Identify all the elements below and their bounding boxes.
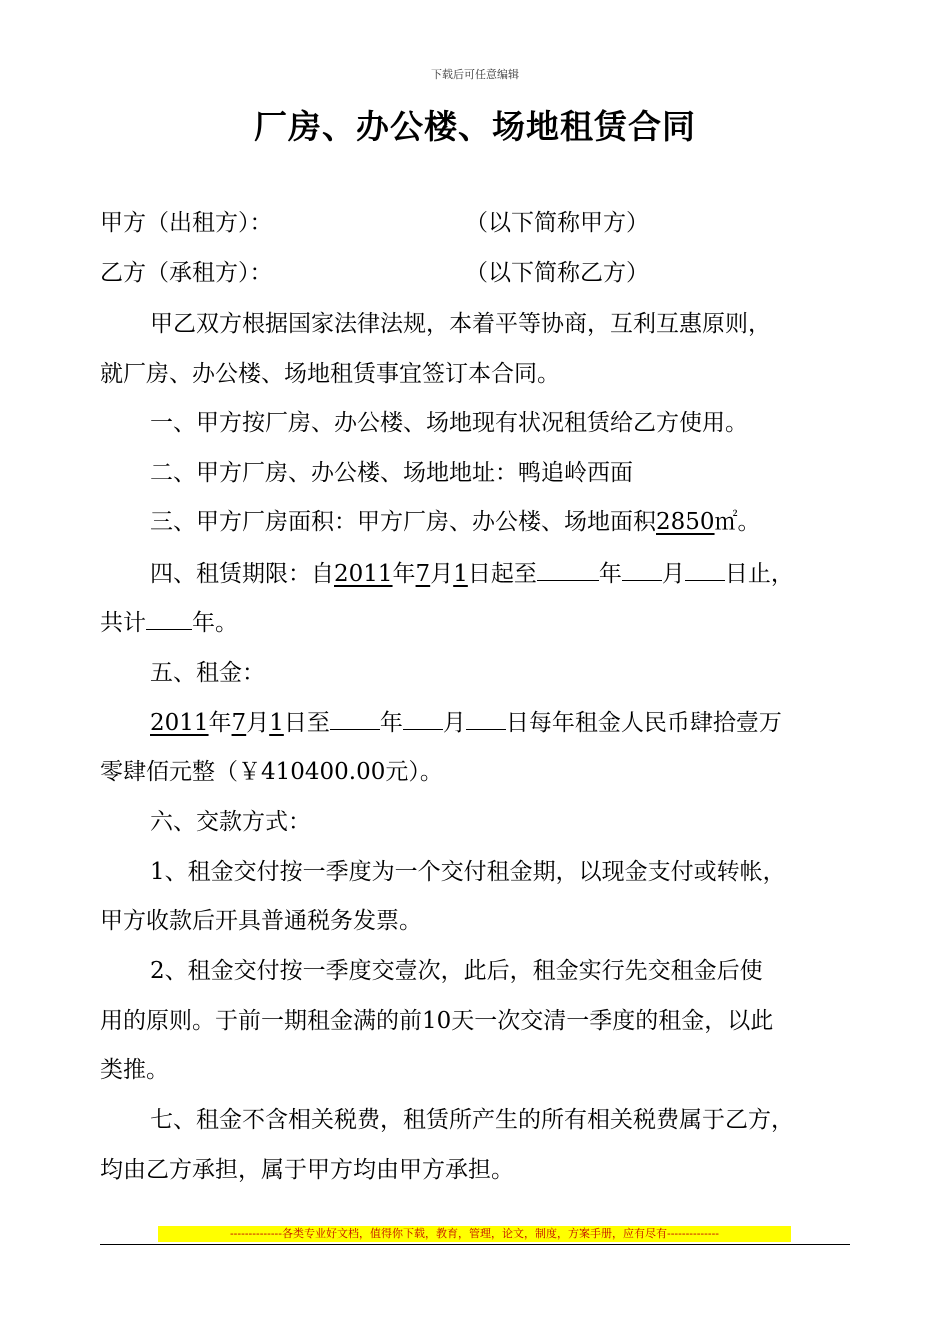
clause-5-start-year: 2011 — [150, 710, 209, 736]
clause-5-rent-text: 日每年租金人民币肆拾壹万 — [505, 710, 782, 736]
clause-5-end-year-blank — [330, 707, 380, 730]
clause-7-line-1: 七、租金不含相关税费，租赁所产生的所有相关税费属于乙方， — [150, 1107, 794, 1133]
header-note: 下载后可任意编辑 — [431, 68, 519, 81]
clause-4-end-text: 日止， — [724, 561, 794, 587]
clause-7-line-2: 均由乙方承担，属于甲方均由甲方承担。 — [100, 1157, 514, 1183]
clause-5-line-2: 零肆佰元整（￥410400.00元）。 — [100, 759, 443, 785]
clause-5-start-day: 1 — [269, 710, 284, 736]
clause-5-month-char: 月 — [246, 710, 270, 736]
clause-4-end-year-blank — [537, 558, 599, 581]
intro-line-2: 就厂房、办公楼、场地租赁事宜签订本合同。 — [100, 361, 560, 387]
party-b-line — [100, 258, 860, 288]
clause-5-heading: 五、租金： — [150, 660, 265, 686]
clause-4-month2-char: 月 — [661, 561, 685, 587]
document-title: 厂房、办公楼、场地租赁合同 — [254, 107, 696, 146]
clause-5-end-month-blank — [403, 707, 443, 730]
clause-4-line-2 — [100, 607, 860, 637]
clause-5-start-month: 7 — [231, 710, 247, 736]
clause-6-item-2-line-1: 2、租金交付按一季度交壹次，此后，租金实行先交租金后使 — [150, 958, 763, 984]
clause-4-line-1 — [150, 558, 860, 588]
clause-4-start-year: 2011 — [334, 561, 393, 587]
clause-4-year2-char: 年 — [598, 561, 622, 587]
clause-3 — [150, 507, 860, 537]
footer-banner: --------------各类专业好文档，值得你下载，教育，管理，论文，制度，方案手册，应有尽有-------------- — [158, 1226, 791, 1242]
clause-6-item-1-line-2: 甲方收款后开具普通税务发票。 — [100, 908, 422, 934]
clause-6-item-1-line-1: 1、租金交付按一季度为一个交付租金期，以现金支付或转帐， — [150, 859, 786, 885]
clause-4-year-char: 年 — [392, 561, 416, 587]
clause-2: 二、甲方厂房、办公楼、场地地址：鸭追岭西面 — [150, 460, 633, 486]
clause-6-item-2-line-3: 类推。 — [100, 1057, 169, 1083]
clause-3-prefix: 三、甲方厂房面积：甲方厂房、办公楼、场地面积 — [150, 509, 656, 535]
clause-4-end-month-blank — [622, 558, 662, 581]
clause-4-start-month: 7 — [415, 561, 431, 587]
clause-5-line-1 — [150, 707, 860, 737]
clause-4-start-day: 1 — [453, 561, 468, 587]
clause-4-end-day-blank — [685, 558, 725, 581]
clause-5-year2-char: 年 — [379, 710, 403, 736]
clause-5-to-text: 日至 — [283, 710, 330, 736]
party-a-line — [100, 208, 860, 238]
clause-4-month-char: 月 — [430, 561, 454, 587]
clause-4-prefix: 四、租赁期限：自 — [150, 561, 334, 587]
clause-5-end-day-blank — [466, 707, 506, 730]
clause-5-year-char: 年 — [208, 710, 232, 736]
party-b-alias: （以下简称乙方） — [465, 260, 649, 286]
clause-4-start-text: 日起至 — [467, 561, 537, 587]
clause-6-item-2-line-2: 用的原则。于前一期租金满的前10天一次交清一季度的租金，以此 — [100, 1008, 774, 1034]
clause-1: 一、甲方按厂房、办公楼、场地现有状况租赁给乙方使用。 — [150, 410, 748, 436]
clause-3-unit: ㎡。 — [714, 509, 761, 535]
clause-6-heading: 六、交款方式： — [150, 809, 311, 835]
party-b-label: 乙方（承租方）： — [100, 260, 273, 286]
intro-line-1: 甲乙双方根据国家法律法规，本着平等协商，互利互惠原则， — [150, 311, 771, 337]
clause-3-area: 2850 — [656, 509, 715, 535]
clause-4-total-suffix: 年。 — [192, 610, 238, 636]
clause-4-total-prefix: 共计 — [100, 610, 146, 636]
footer-rule — [100, 1244, 850, 1245]
party-a-label: 甲方（出租方）： — [100, 210, 273, 236]
party-a-alias: （以下简称甲方） — [465, 210, 649, 236]
clause-5-month2-char: 月 — [442, 710, 466, 736]
clause-4-total-years-blank — [146, 607, 192, 630]
